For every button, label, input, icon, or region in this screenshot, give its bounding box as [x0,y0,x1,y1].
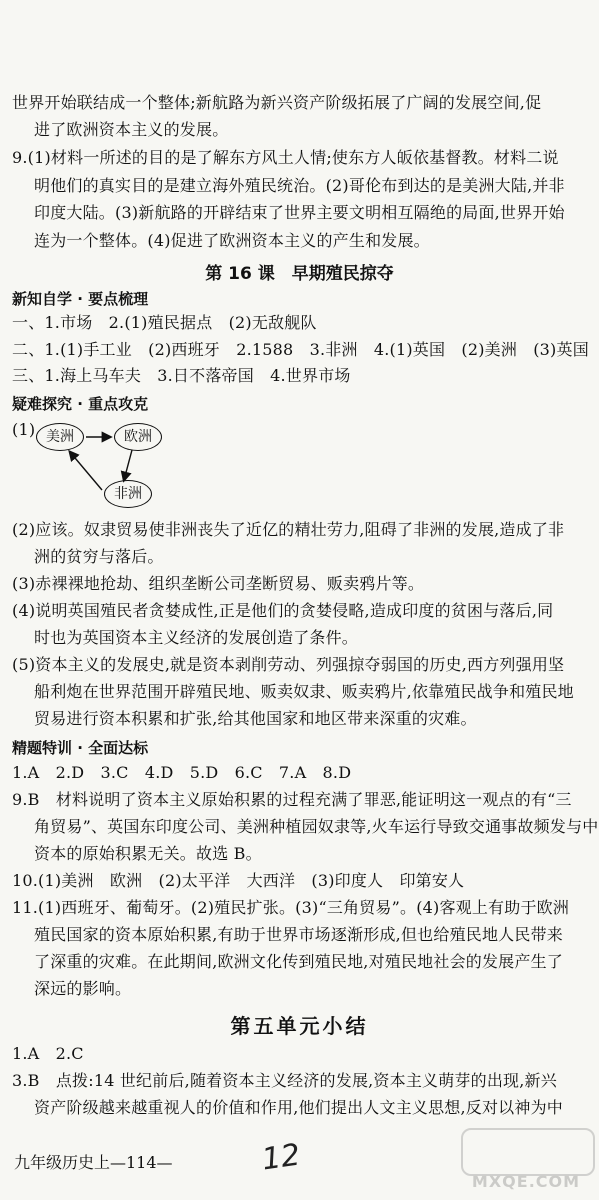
text-line: 10.(1)美洲 欧洲 (2)太平洋 大西洋 (3)印度人 印第安人 [12,871,465,890]
handwritten-mark: 12 [259,1137,303,1178]
text-line: 深远的影响。 [34,979,132,998]
text-line: 1.A 2.D 3.C 4.D 5.D 6.C 7.A 8.D [12,763,352,782]
text-line: (4)说明英国殖民者贪婪成性,正是他们的贪婪侵略,造成印度的贫困与落后,同 [12,601,554,620]
trade-triangle-diagram [34,420,174,515]
text-line: 明他们的真实目的是建立海外殖民统治。(2)哥伦布到达的是美洲大陆,并非 [34,176,565,195]
text-line: 11.(1)西班牙、葡萄牙。(2)殖民扩张。(3)“三角贸易”。(4)客观上有助于欧洲 [12,898,570,917]
text-line: 9.B 材料说明了资本主义原始积累的过程充满了罪恶,能证明这一观点的有“三 [12,790,572,809]
diagram-prefix: (1) [12,420,36,439]
node-america: 美洲 [36,423,84,451]
text-line: 了深重的灾难。在此期间,欧洲文化传到殖民地,对殖民地社会的发展产生了 [34,952,563,971]
text-line: 时也为英国资本主义经济的发展创造了条件。 [34,628,359,647]
text-line: 三、1.海上马车夫 3.日不落帝国 4.世界市场 [12,366,351,385]
unit-summary-title: 第五单元小结 [230,1014,369,1038]
text-line: 印度大陆。(3)新航路的开辟结束了世界主要文明相互隔绝的局面,世界开始 [34,203,565,222]
text-line: 3.B 点拨:14 世纪前后,随着资本主义经济的发展,资本主义萌芽的出现,新兴 [12,1071,557,1090]
text-line: 9.(1)材料一所述的目的是了解东方风土人情;使东方人皈依基督教。材料二说 [12,148,559,167]
text-line: 洲的贫穷与落后。 [34,547,164,566]
node-europe: 欧洲 [114,423,162,451]
text-line: 殖民国家的资本原始积累,有助于世界市场逐渐形成,但也给殖民地人民带来 [34,925,563,944]
text-line: 一、1.市场 2.(1)殖民据点 (2)无敌舰队 [12,313,317,332]
arrow-europe-to-africa [124,450,132,480]
text-line: (5)资本主义的发展史,就是资本剥削劳动、列强掠夺弱国的历史,西方列强用坚 [12,655,565,674]
text-line: (3)赤裸裸地抢劫、组织垄断公司垄断贸易、贩卖鸦片等。 [12,574,425,593]
watermark-logo-icon [461,1128,595,1176]
text-line: 二、1.(1)手工业 (2)西班牙 2.1588 3.非洲 4.(1)英国 (2)美洲 (3)英国 [12,340,589,359]
text-line: 世界开始联结成一个整体;新航路为新兴资产阶级拓展了广阔的发展空间,促 [12,93,542,112]
text-line: (2)应该。奴隶贸易使非洲丧失了近亿的精壮劳力,阻碍了非洲的发展,造成了非 [12,520,565,539]
section-heading: 新知自学 · 要点梳理 [12,290,149,308]
section-heading: 疑难探究 · 重点攻克 [12,395,149,413]
lesson-title: 第 16 课 早期殖民掠夺 [205,264,394,284]
arrow-africa-to-america [70,452,102,490]
text-line: 资产阶级越来越重视人的价值和作用,他们提出人文主义思想,反对以神为中 [34,1098,563,1117]
text-line: 连为一个整体。(4)促进了欧洲资本主义的产生和发展。 [34,231,430,250]
watermark-text: MXQE.COM [471,1172,581,1191]
text-line: 角贸易”、英国东印度公司、美洲种植园奴隶等,火车运行导致交通事故频发与中 [34,817,599,836]
section-heading: 精题特训 · 全面达标 [12,739,149,757]
text-line: 1.A 2.C [12,1044,84,1063]
text-line: 贸易进行资本积累和扩张,给其他国家和地区带来深重的灾难。 [34,709,477,728]
watermark [461,1128,591,1192]
text-line: 资本的原始积累无关。故选 B。 [34,844,262,863]
text-line: 船利炮在世界范围开辟殖民地、贩卖奴隶、贩卖鸦片,依靠殖民战争和殖民地 [34,682,574,701]
page-number-label: 九年级历史上—114— [14,1153,173,1172]
text-line: 进了欧洲资本主义的发展。 [34,120,229,139]
node-africa: 非洲 [104,480,152,508]
